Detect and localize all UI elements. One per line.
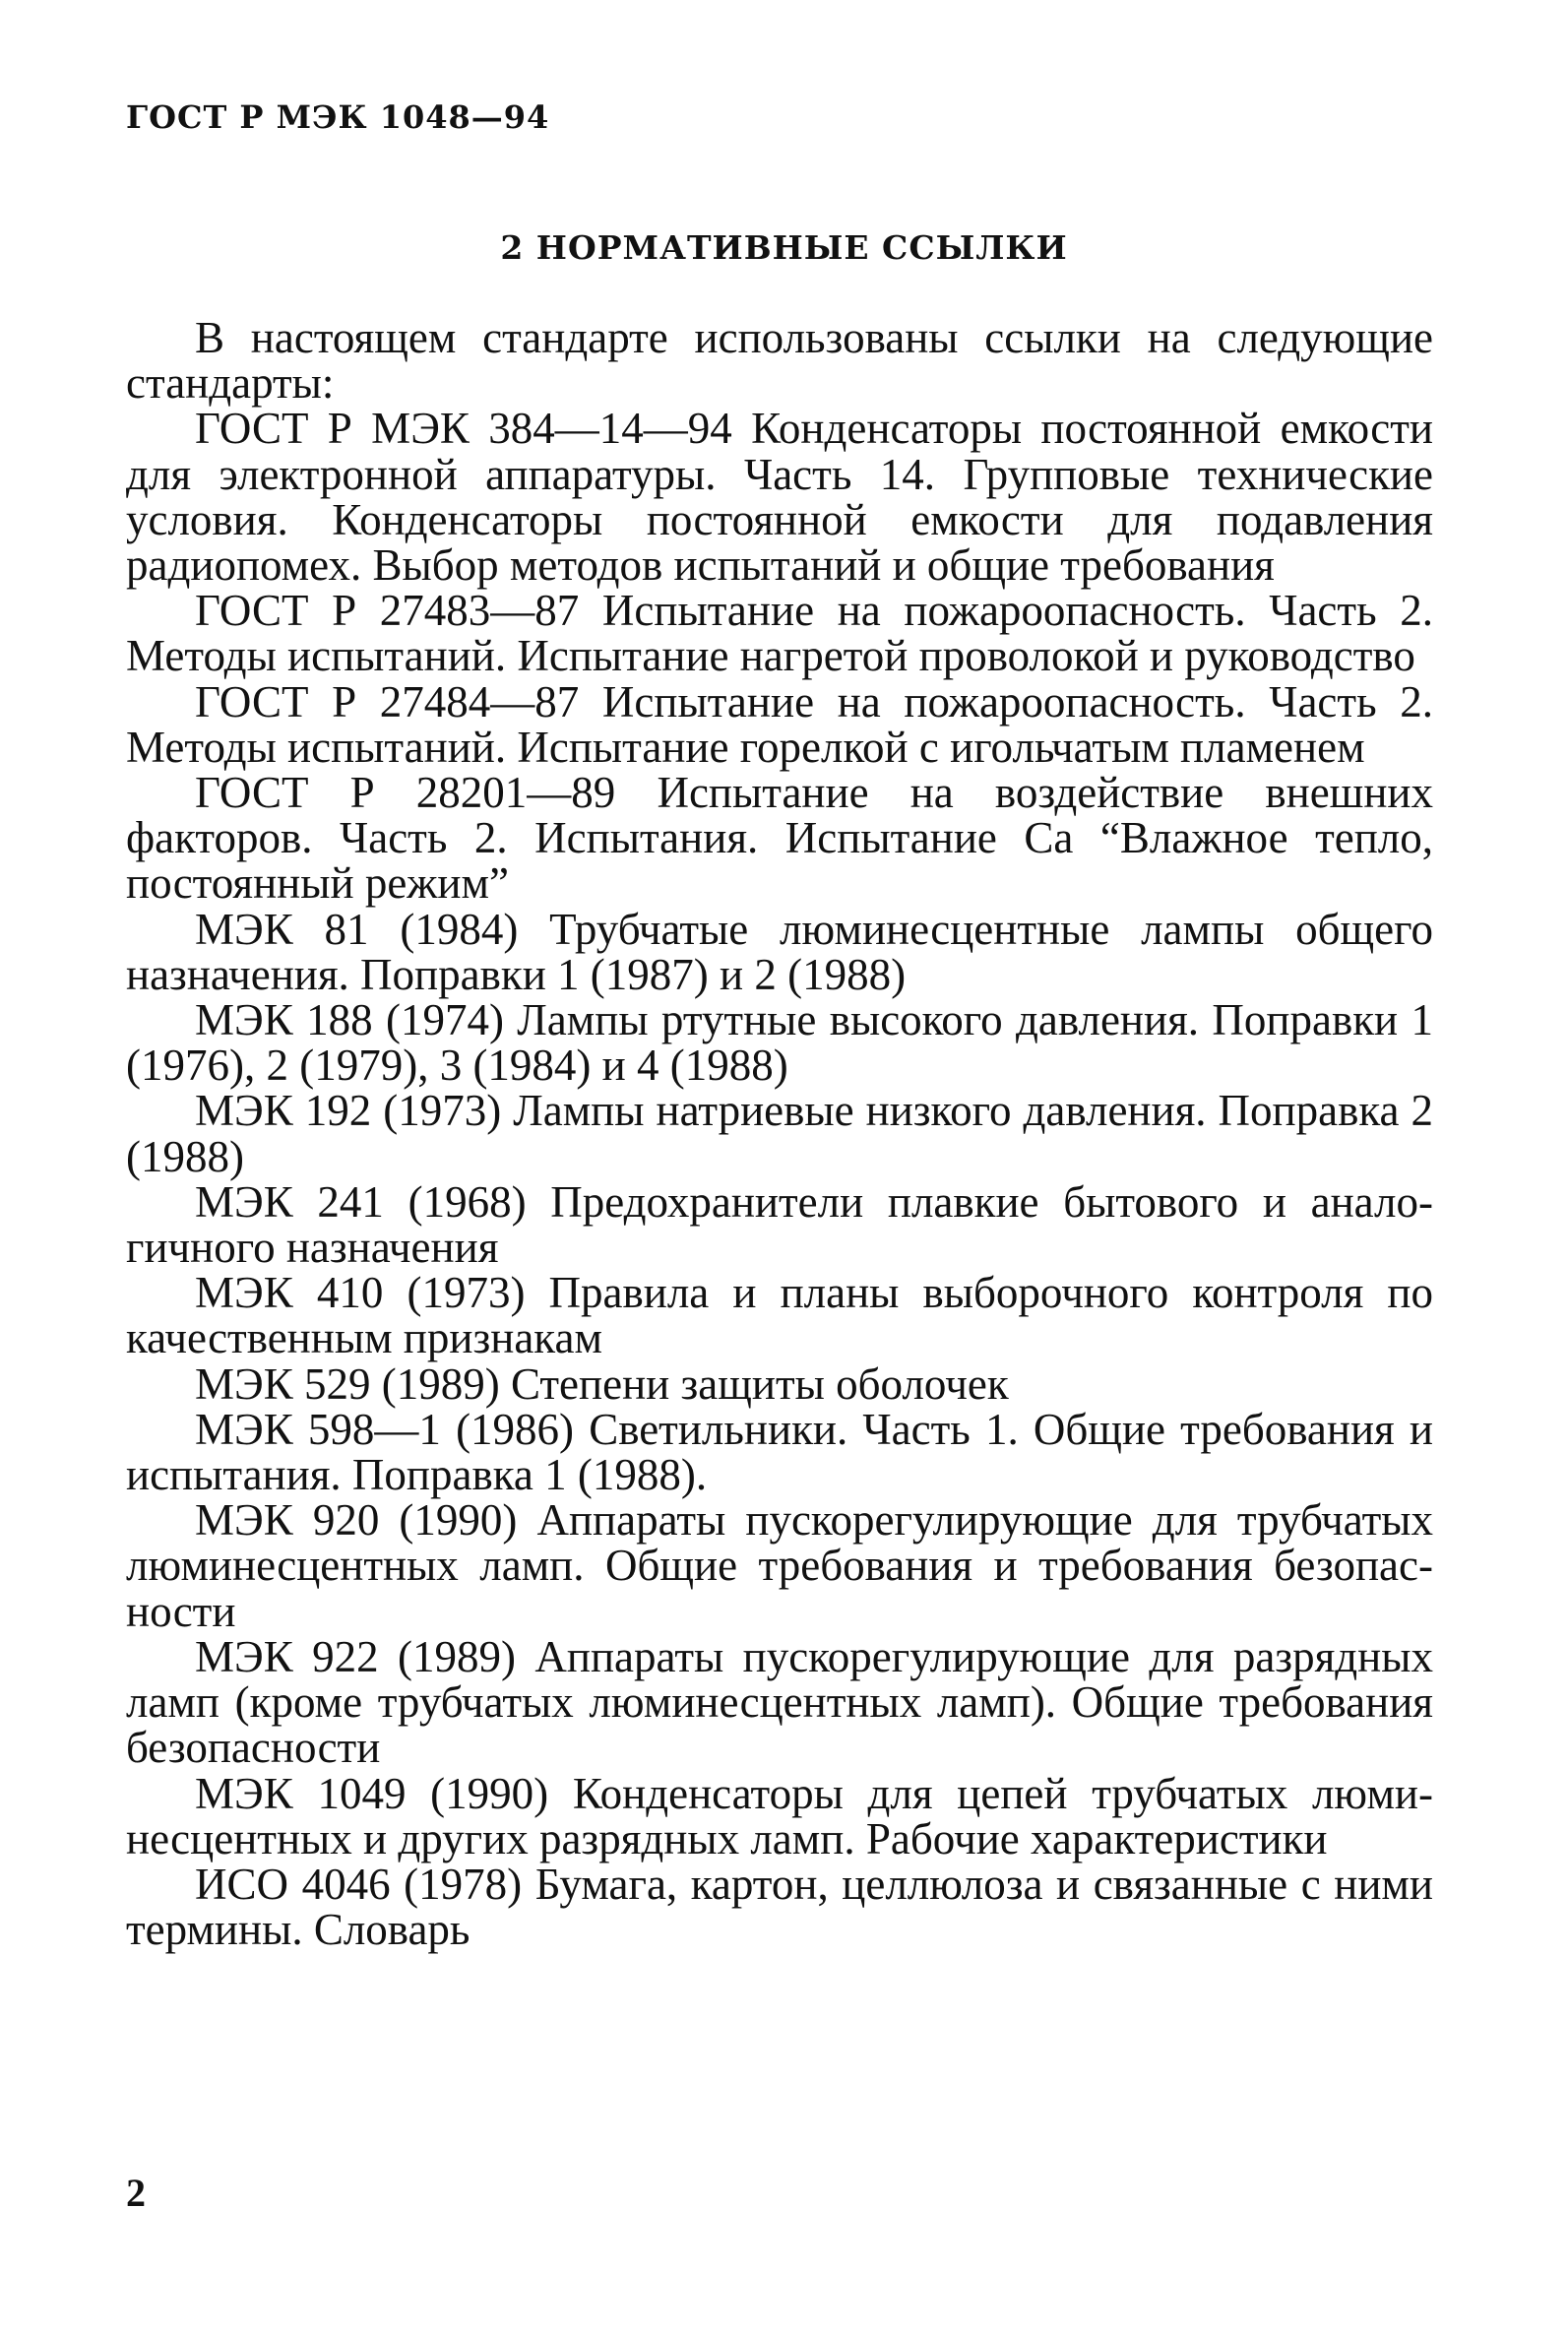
reference-item: ИСО 4046 (1978) Бумага, картон, целлюлоза и связанные с ними термины. Словарь xyxy=(126,1859,1433,1955)
normative-references-body xyxy=(126,313,1433,1955)
reference-item: ГОСТ Р МЭК 384—14—94 Конденсаторы постоянной емкости для электронной аппаратуры. Часть 14. Групповые технические условия. Конденсаторы постоянной емкости для подавления радиопомех. Выбор методов испытаний и общие требования xyxy=(126,404,1433,591)
reference-item: ГОСТ Р 27484—87 Испытание на пожароопасность. Часть 2. Методы испытаний. Испытание горелкой с игольчатым пламенем xyxy=(126,676,1433,772)
reference-item: МЭК 192 (1973) Лампы натриевые низкого давления. Поправка 2 (1988) xyxy=(126,1086,1433,1181)
reference-item: МЭК 922 (1989) Аппараты пускорегулирующие для разрядных ламп (кроме трубчатых люминесцентных ламп). Общие требования безопасности xyxy=(126,1631,1433,1773)
reference-item: МЭК 188 (1974) Лампы ртутные высокого давления. Поправки 1 (1976), 2 (1979), 3 (1984) и 4 (1988) xyxy=(126,995,1433,1091)
reference-item: МЭК 410 (1973) Правила и планы выборочного контроля по качественным признакам xyxy=(126,1268,1433,1363)
reference-item: МЭК 529 (1989) Степени защиты оболочек xyxy=(195,1358,1009,1409)
running-header: ГОСТ Р МЭК 1048—94 xyxy=(126,98,550,136)
reference-item: МЭК 1049 (1990) Конденсаторы для цепей трубчатых люминесцентных и других разрядных ламп. Рабочие характеристики xyxy=(126,1768,1433,1863)
reference-item: МЭК 81 (1984) Трубчатые люминесцентные лампы общего назначения. Поправки 1 (1987) и 2 (1988) xyxy=(126,904,1433,999)
page-number: 2 xyxy=(126,2171,146,2215)
reference-item: ГОСТ Р 28201—89 Испытание на воздействие внешних факторов. Часть 2. Испытания. Испытание Са “Влажное тепло, постоянный режим” xyxy=(126,768,1433,909)
reference-item: МЭК 598—1 (1986) Светильники. Часть 1. Общие требования и испытания. Поправка 1 (1988). xyxy=(126,1404,1433,1500)
section-title: 2 НОРМАТИВНЫЕ ССЫЛКИ xyxy=(500,228,1068,267)
reference-item: ГОСТ Р 27483—87 Испытание на пожароопасность. Часть 2. Методы испытаний. Испытание нагретой проволокой и руководство xyxy=(126,586,1433,681)
intro-paragraph: В настоящем стандарте использованы ссылки на следующие стандарты: xyxy=(126,313,1433,409)
reference-item: МЭК 920 (1990) Аппараты пускорегулирующие для трубчатых люминесцентных ламп. Общие требования и требования безопасности xyxy=(126,1495,1433,1636)
reference-item: МЭК 241 (1968) Предохранители плавкие бытового и аналогичного назначения xyxy=(126,1176,1433,1273)
